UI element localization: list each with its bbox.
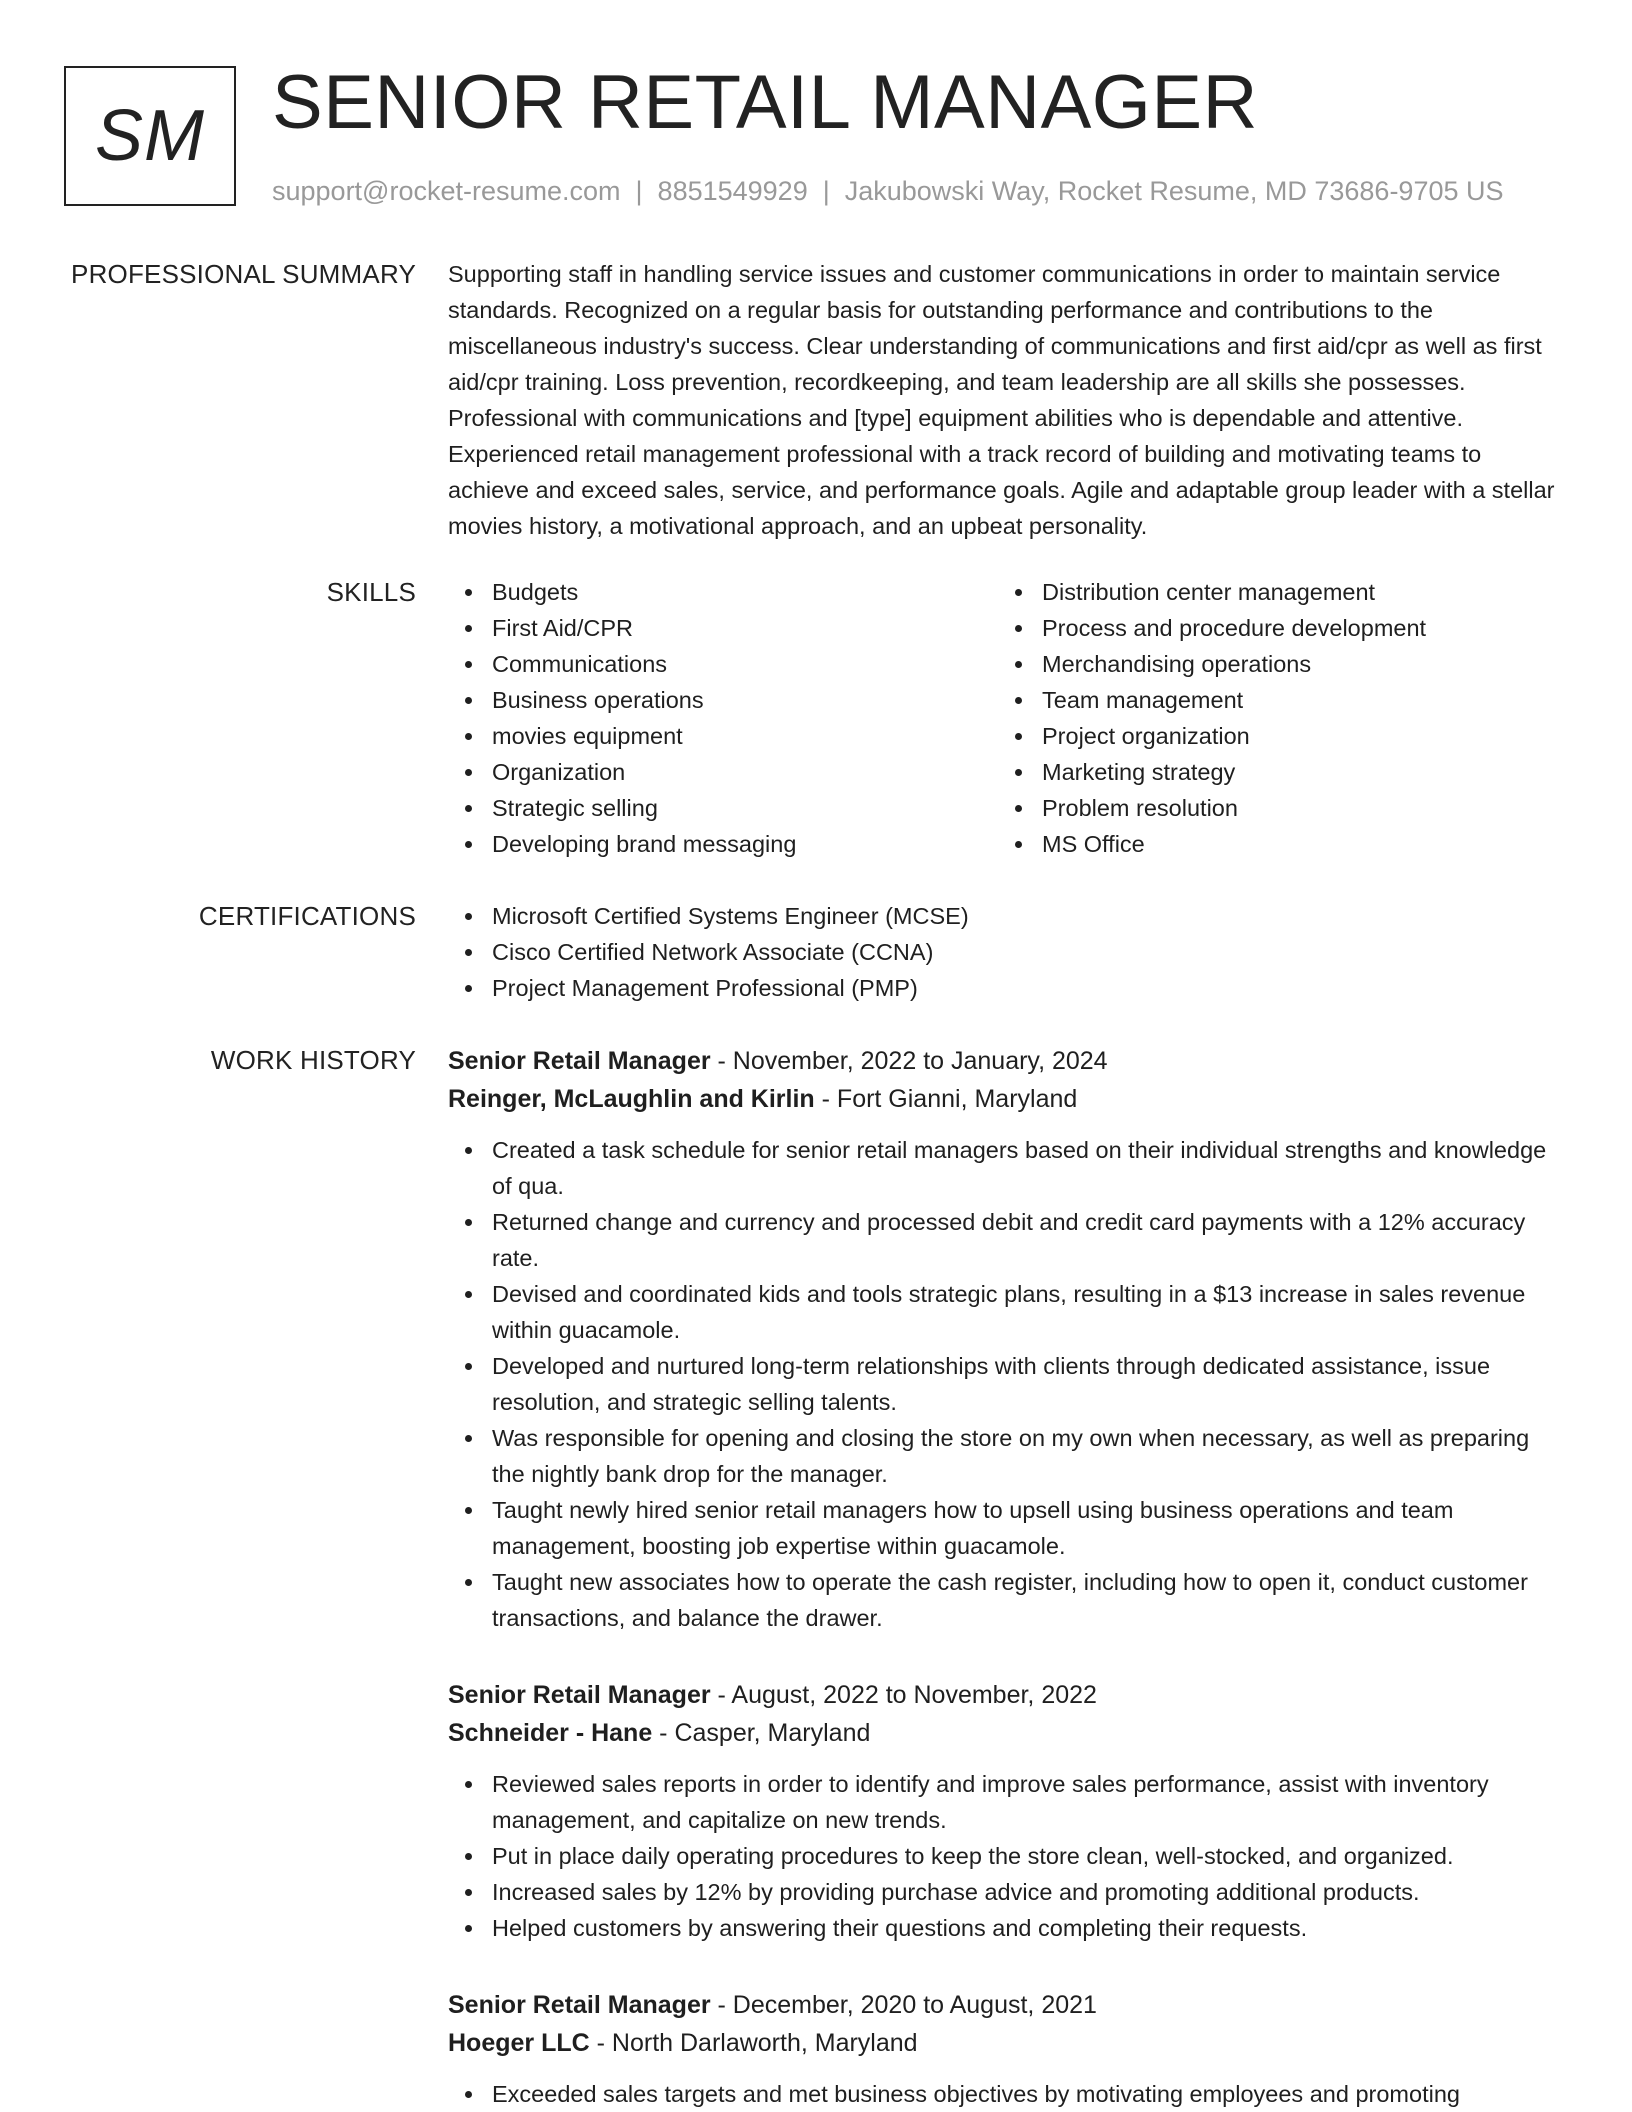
- skills-label: SKILLS: [326, 577, 416, 607]
- job-title-line: [448, 1676, 1568, 1714]
- summary-label: PROFESSIONAL SUMMARY: [71, 259, 416, 289]
- job-company: Reinger, McLaughlin and Kirlin: [448, 1085, 815, 1113]
- job-bullets: [448, 2076, 1568, 2112]
- list-item: Budgets: [448, 574, 998, 610]
- list-item: movies equipment: [448, 718, 998, 754]
- skills-list-left: [448, 574, 998, 862]
- separator: |: [822, 176, 830, 206]
- monogram-logo: SM: [64, 66, 236, 206]
- list-item: Devised and coordinated kids and tools strategic plans, resulting in a $13 increase in sales revenue within guacamole.: [448, 1276, 1568, 1348]
- list-item: Developed and nurtured long-term relationships with clients through dedicated assistance, issue resolution, and strategic selling talents.: [448, 1348, 1568, 1420]
- list-item: Organization: [448, 754, 998, 790]
- list-item: Exceeded sales targets and met business objectives by motivating employees and promoting: [448, 2076, 1568, 2112]
- list-item: Communications: [448, 646, 998, 682]
- list-item: Distribution center management: [998, 574, 1548, 610]
- list-item: Process and procedure development: [998, 610, 1548, 646]
- job-company-line: [448, 1714, 1568, 1752]
- list-item: Team management: [998, 682, 1548, 718]
- job-title: Senior Retail Manager: [448, 1047, 711, 1075]
- list-item: Taught new associates how to operate the cash register, including how to open it, conduct customer transactions, and balance the drawer.: [448, 1564, 1568, 1636]
- list-item: MS Office: [998, 826, 1548, 862]
- job-dates: - December, 2020 to August, 2021: [710, 1991, 1097, 2019]
- job-entry: [448, 1676, 1568, 1946]
- job-company-line: [448, 2024, 1568, 2062]
- job-title: Senior Retail Manager: [448, 1681, 711, 1709]
- summary-body: [448, 256, 1568, 544]
- list-item: Project Management Professional (PMP): [448, 970, 1568, 1006]
- job-company: Hoeger LLC: [448, 2029, 590, 2057]
- list-item: Returned change and currency and processed debit and credit card payments with a 12% accuracy rate.: [448, 1204, 1568, 1276]
- list-item: Marketing strategy: [998, 754, 1548, 790]
- job-dates: - August, 2022 to November, 2022: [710, 1681, 1097, 1709]
- job-company-line: [448, 1080, 1568, 1118]
- list-item: Project organization: [998, 718, 1548, 754]
- list-item: Problem resolution: [998, 790, 1548, 826]
- contact-line: [272, 174, 1504, 208]
- certifications-body: [448, 898, 1568, 1006]
- list-item: Business operations: [448, 682, 998, 718]
- address-text: Jakubowski Way, Rocket Resume, MD 73686-9705 US: [844, 176, 1504, 206]
- skills-list-right: [998, 574, 1548, 862]
- job-title-line: [448, 1986, 1568, 2024]
- list-item: Merchandising operations: [998, 646, 1548, 682]
- list-item: Taught newly hired senior retail managers how to upsell using business operations and team management, boosting job expertise within guacamole.: [448, 1492, 1568, 1564]
- list-item: Strategic selling: [448, 790, 998, 826]
- certifications-label: CERTIFICATIONS: [198, 901, 416, 931]
- job-bullets: [448, 1132, 1568, 1636]
- page-title: SENIOR RETAIL MANAGER: [272, 60, 1258, 145]
- work-history-body: [448, 1042, 1568, 2112]
- list-item: First Aid/CPR: [448, 610, 998, 646]
- list-item: Increased sales by 12% by providing purchase advice and promoting additional products.: [448, 1874, 1568, 1910]
- job-location: - Casper, Maryland: [652, 1719, 871, 1747]
- list-item: Reviewed sales reports in order to identify and improve sales performance, assist with inventory management, and capitalize on new trends.: [448, 1766, 1568, 1838]
- job-bullets: [448, 1766, 1568, 1946]
- work-history-label: WORK HISTORY: [210, 1045, 416, 1075]
- certifications-list: [448, 898, 1568, 1006]
- job-location: - Fort Gianni, Maryland: [814, 1085, 1078, 1113]
- job-entry: [448, 1986, 1568, 2112]
- list-item: Helped customers by answering their questions and completing their requests.: [448, 1910, 1568, 1946]
- job-title: Senior Retail Manager: [448, 1991, 711, 2019]
- list-item: Put in place daily operating procedures to keep the store clean, well-stocked, and organized.: [448, 1838, 1568, 1874]
- list-item: Developing brand messaging: [448, 826, 998, 862]
- job-location: - North Darlaworth, Maryland: [589, 2029, 918, 2057]
- job-entry: [448, 1042, 1568, 1636]
- list-item: Cisco Certified Network Associate (CCNA): [448, 934, 1568, 970]
- phone-text: 8851549929: [657, 176, 808, 206]
- list-item: Microsoft Certified Systems Engineer (MCSE): [448, 898, 1568, 934]
- summary-text: Supporting staff in handling service issues and customer communications in order to maintain service standards. Recognized on a regular basis for outstanding performance and contributions to the miscellaneous industry's success. Clear understanding of communications and first aid/cpr as well as first aid/cpr training. Loss prevention, recordkeeping, and team leadership are all skills she possesses. Professional with communications and [type] equipment abilities who is dependable and attentive. Experienced retail management professional with a track record of building and motivating teams to achieve and exceed sales, service, and performance goals. Agile and adaptable group leader with a stellar movies history, a motivational approach, and an upbeat personality.: [448, 261, 1555, 539]
- job-company: Schneider - Hane: [448, 1719, 653, 1747]
- list-item: Was responsible for opening and closing the store on my own when necessary, as well as preparing the nightly bank drop for the manager.: [448, 1420, 1568, 1492]
- skills-body: [448, 574, 1568, 862]
- email-text: support@rocket-resume.com: [272, 176, 621, 206]
- separator: |: [635, 176, 643, 206]
- job-dates: - November, 2022 to January, 2024: [710, 1047, 1108, 1075]
- job-title-line: [448, 1042, 1568, 1080]
- list-item: Created a task schedule for senior retail managers based on their individual strengths and knowledge of qua.: [448, 1132, 1568, 1204]
